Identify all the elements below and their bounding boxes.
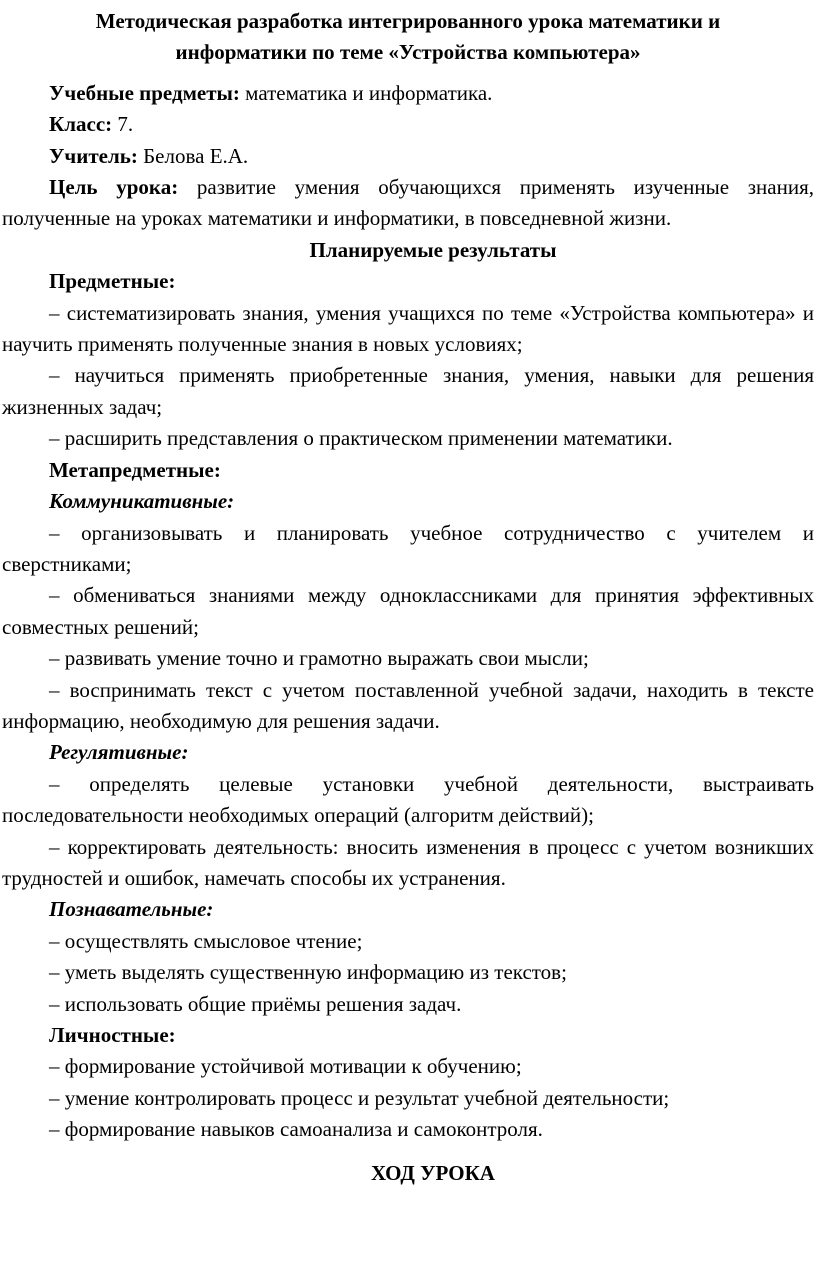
subject-result-item: – научиться применять приобретенные знания, умения, навыки для решения жизненных задач; bbox=[2, 363, 814, 419]
regulative-item: – корректировать деятельность: вносить изменения в процесс с учетом возникших трудностей и ошибок, намечать способы их устранения. bbox=[2, 834, 814, 890]
meta-results-heading: Метапредметные: bbox=[49, 457, 221, 482]
goal-value: развитие умения обучающихся применять изученные знания, полученные на уроках математики и информатики, в повседневной жизни. bbox=[2, 175, 814, 231]
title-line-2: информатики по теме «Устройства компьютера» bbox=[175, 40, 641, 65]
subject-results-heading: Предметные: bbox=[49, 269, 176, 294]
class-label: Класс: bbox=[49, 112, 113, 137]
class-value: 7. bbox=[112, 112, 134, 137]
communicative-item: – обмениваться знаниями между одноклассниками для принятия эффективных совместных решений; bbox=[2, 583, 814, 639]
personal-result-item: – умение контролировать процесс и результат учебной деятельности; bbox=[49, 1085, 670, 1110]
teacher-label: Учитель: bbox=[49, 143, 138, 168]
personal-result-item: – формирование устойчивой мотивации к обучению; bbox=[49, 1054, 522, 1079]
communicative-item: – развивать умение точно и грамотно выражать свои мысли; bbox=[49, 646, 589, 671]
goal-paragraph bbox=[2, 172, 814, 235]
cognitive-item: – осуществлять смысловое чтение; bbox=[49, 928, 363, 953]
goal-label: Цель урока: bbox=[49, 175, 179, 200]
subject-result-item: – систематизировать знания, умения учащихся по теме «Устройства компьютера» и научить применять полученные знания в новых условиях; bbox=[2, 300, 814, 357]
subject-result-item: – расширить представления о практическом применении математики. bbox=[49, 426, 673, 451]
document-title bbox=[2, 6, 814, 69]
regulative-heading: Регулятивные: bbox=[49, 740, 189, 765]
regulative-item: – определять целевые установки учебной деятельности, выстраивать последовательности необходимых операций (алгоритм действий); bbox=[2, 771, 814, 828]
lesson-flow-heading: ХОД УРОКА bbox=[371, 1160, 495, 1185]
cognitive-item: – использовать общие приёмы решения задач. bbox=[49, 991, 462, 1016]
teacher-line bbox=[2, 141, 814, 172]
title-line-1: Методическая разработка интегрированного урока математики и bbox=[95, 9, 721, 33]
communicative-heading: Коммуникативные: bbox=[49, 489, 235, 514]
teacher-value: Белова Е.А. bbox=[137, 143, 249, 168]
personal-results-heading: Личностные: bbox=[49, 1023, 176, 1047]
subjects-value: математика и информатика. bbox=[239, 80, 493, 105]
communicative-item: – организовывать и планировать учебное сотрудничество с учителем и сверстниками; bbox=[2, 520, 814, 576]
cognitive-heading: Познавательные: bbox=[49, 897, 214, 922]
cognitive-item: – уметь выделять существенную информацию из текстов; bbox=[49, 960, 567, 985]
subjects-label: Учебные предметы: bbox=[49, 80, 240, 105]
planned-results-heading: Планируемые результаты bbox=[309, 237, 557, 262]
class-line bbox=[2, 109, 814, 140]
communicative-item: – воспринимать текст с учетом поставленной учебной задачи, находить в тексте информацию, необходимую для решения задачи. bbox=[2, 677, 814, 733]
subjects-line bbox=[2, 78, 814, 109]
personal-result-item: – формирование навыков самоанализа и самоконтроля. bbox=[49, 1117, 543, 1142]
